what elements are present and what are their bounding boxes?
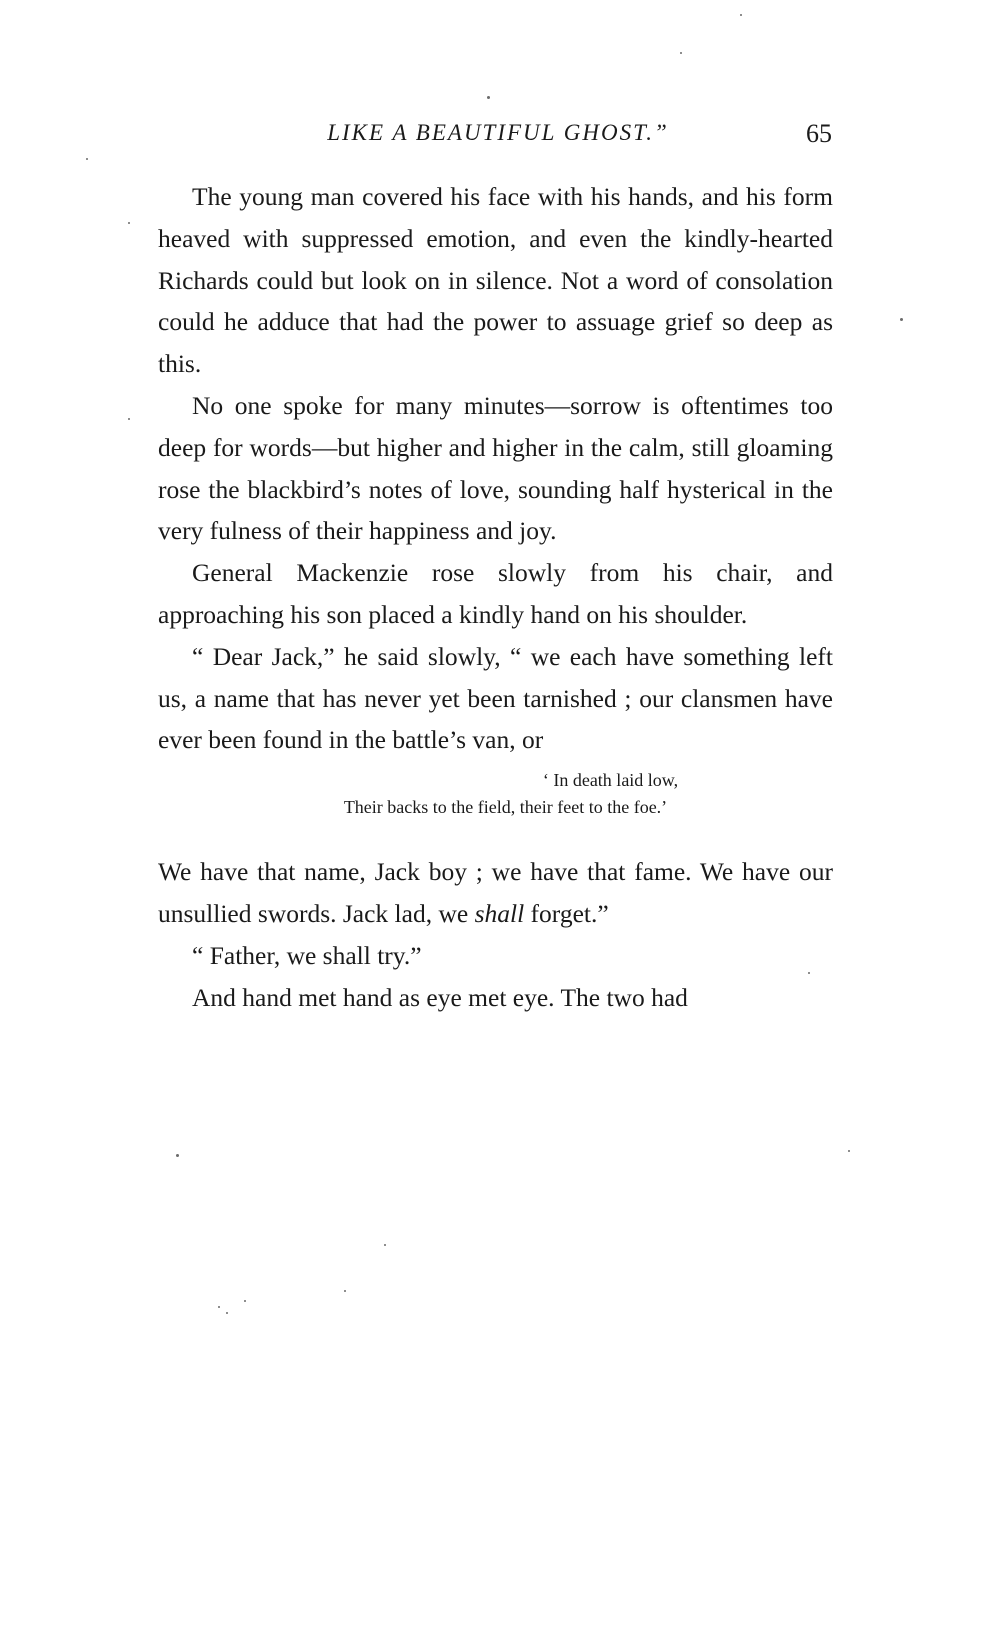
speck — [244, 1300, 246, 1302]
paragraph: The young man covered his face with his hands, and his form heaved with suppressed emotion, and even the kindly-hearted Richards could but look on in silence. Not a word of consolation could he adduce that had the power to assuage grief so deep as this. — [158, 182, 833, 379]
speck — [740, 14, 742, 16]
continuation-text: We have that name, Jack boy ; we have that fame. We have our unsullied swords. Jack lad, we — [158, 857, 833, 928]
speck — [680, 52, 682, 54]
speck — [86, 158, 88, 160]
body-text — [158, 176, 833, 1018]
emphasis-word: shall — [474, 898, 525, 928]
speck — [384, 1244, 386, 1246]
paragraph: “ Father, we shall try.” — [192, 940, 422, 970]
speck — [344, 1290, 346, 1292]
speck — [900, 318, 903, 321]
speck — [226, 1312, 228, 1314]
speck — [808, 972, 810, 974]
verse-line: ‘ In death laid low, — [542, 770, 679, 791]
paragraph: And hand met hand as eye met eye. The two had — [192, 982, 688, 1012]
speck — [128, 222, 130, 224]
speck — [128, 418, 130, 420]
verse-line: Their backs to the field, their feet to the foe.’ — [343, 797, 668, 818]
speck — [487, 96, 490, 99]
paragraph: No one spoke for many minutes—sorrow is oftentimes too deep for words—but higher and higher in the calm, still gloaming rose the blackbird’s notes of love, sounding half hysterical in the very fulness of their happiness and joy. — [158, 390, 833, 546]
running-title: LIKE A BEAUTIFUL GHOST.” — [327, 120, 669, 145]
speck — [848, 1150, 850, 1152]
page-number: 65 — [806, 119, 832, 148]
verse-quotation — [158, 767, 833, 821]
speck — [218, 1306, 220, 1308]
paragraph-continuation — [158, 851, 833, 935]
speck — [176, 1154, 179, 1157]
running-head — [158, 120, 838, 154]
paragraph: General Mackenzie rose slowly from his chair, and approaching his son placed a kindly hand on his shoulder. — [158, 558, 833, 629]
paragraph: “ Dear Jack,” he said slowly, “ we each have something left us, a name that has never yet been tarnished ; our clansmen have ever been found in the battle’s van, or — [158, 641, 833, 755]
continuation-text: forget.” — [524, 898, 609, 928]
